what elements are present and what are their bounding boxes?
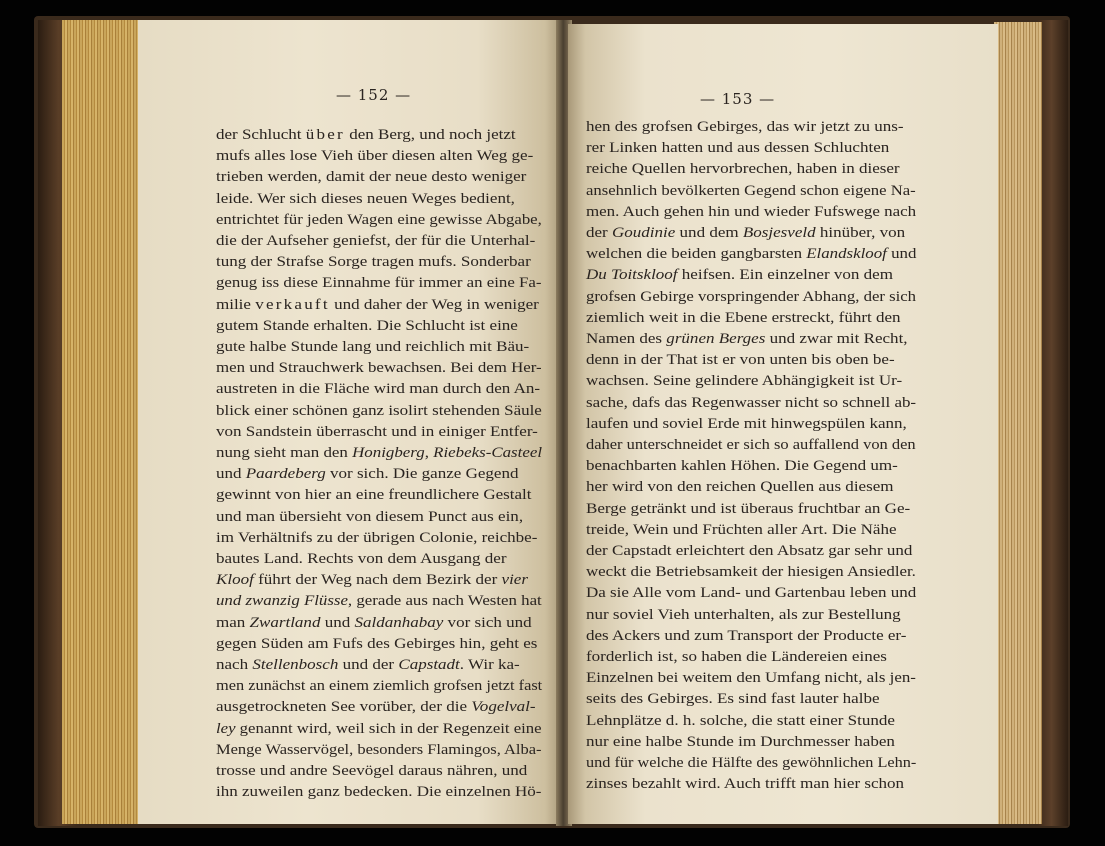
text-run: Capstadt	[398, 656, 460, 673]
text-run: Lehnplätze d. h. solche, die statt einer Stunde	[586, 711, 895, 729]
text-run: gutem Stande erhalten. Die Schlucht ist eine	[216, 316, 518, 334]
text-line	[586, 773, 904, 795]
text-line	[586, 349, 895, 371]
text-run: grofsen Gebirge vorspringender Abhang, der sich	[586, 287, 917, 305]
text-run: treide, Wein und Früchten aller Art. Die Nähe	[586, 520, 897, 538]
text-run: Elandskloof	[806, 245, 887, 263]
text-run: . Wir ka-	[459, 656, 520, 673]
text-line	[586, 370, 902, 392]
text-run: welchen die beiden gangbarsten	[586, 245, 807, 263]
text-run: zinses bezahlt wird. Auch trifft man hier schon	[586, 775, 905, 793]
text-run: blick einer schönen ganz isolirt stehenden Säule	[216, 401, 542, 419]
text-run: reiche Quellen hervorbrechen, haben in dieser	[586, 160, 900, 178]
text-run: rer Linken hatten und aus dessen Schluchten	[586, 139, 890, 157]
text-run: verkauft	[255, 295, 330, 313]
text-run: von Sandstein überrascht und in einiger Entfer-	[216, 422, 538, 440]
text-line	[216, 442, 542, 464]
text-run: entrichtet für jeden Wagen eine gewisse Abgabe,	[216, 210, 542, 228]
text-line	[586, 286, 916, 308]
text-run: des Ackers und zum Transport der Producte er-	[586, 626, 907, 644]
right-page	[568, 24, 998, 824]
text-run: und	[216, 465, 246, 483]
text-run: grünen Berges	[666, 330, 766, 347]
text-run: genug iss diese Einnahme für immer an eine Fa-	[216, 274, 542, 292]
right-page-edges	[994, 22, 1042, 824]
text-run: Goudinie	[611, 224, 676, 241]
text-line	[216, 696, 536, 718]
text-line	[216, 463, 518, 485]
text-run: und daher der Weg in weniger	[329, 295, 539, 313]
text-line	[586, 116, 904, 138]
text-run: und dem	[675, 224, 743, 241]
text-run: hen des grofsen Gebirges, das wir jetzt zu uns-	[586, 118, 904, 135]
text-line	[586, 243, 916, 265]
text-run: austreten in die Fläche wird man durch den An-	[216, 380, 541, 398]
text-line	[216, 336, 529, 358]
text-line	[586, 264, 893, 286]
text-line	[216, 739, 541, 761]
text-line	[586, 604, 901, 626]
text-line	[586, 455, 898, 477]
text-run: nach	[216, 656, 253, 673]
text-run: vier	[501, 571, 528, 589]
text-line	[216, 378, 540, 400]
text-run: Honigberg	[352, 444, 425, 461]
text-run: Stellenbosch	[252, 656, 339, 673]
text-line	[216, 527, 537, 549]
text-run: Einzelnen bei weitem den Umfang nicht, als jen-	[586, 669, 916, 687]
text-run: men und Strauchwerk bewachsen. Bei dem Her-	[216, 359, 542, 377]
text-line	[216, 166, 526, 188]
text-run: forderlich ist, so haben die Ländereien eines	[586, 648, 887, 665]
left-page	[138, 20, 562, 824]
text-run: trieben werden, damit der neue desto weniger	[216, 168, 527, 186]
left-page-edges	[62, 20, 140, 824]
text-run: und zwar mit Recht,	[765, 330, 908, 347]
text-run: gewinnt von hier an eine freundlichere Gestalt	[216, 486, 532, 504]
text-run: men zunächst an einem ziemlich grofsen jetzt fast	[216, 677, 543, 695]
text-run: Riebeks-Casteel	[433, 444, 543, 461]
text-run: gegen Süden am Fufs des Gebirges hin, geht es	[216, 634, 538, 652]
text-line	[216, 124, 516, 146]
text-run: trosse und andre Seevögel daraus nähren, und	[216, 762, 528, 779]
text-run: nur soviel Vieh unterhalten, als zur Bestellung	[586, 605, 901, 623]
text-run: heifsen. Ein einzelner von dem	[677, 266, 893, 284]
text-line	[216, 145, 533, 167]
text-line	[216, 760, 527, 782]
right-cover	[1038, 20, 1068, 826]
text-run: und man übersieht von diesem Punct aus ein,	[216, 507, 524, 525]
text-line	[216, 590, 542, 612]
text-line	[586, 519, 897, 541]
text-run: und der	[338, 656, 399, 673]
text-line	[586, 476, 893, 498]
text-run: tung der Strafse Sorge tragen mufs. Sonderbar	[216, 253, 531, 271]
text-run: daher unterschneidet er sich so auffallend von den	[586, 436, 916, 453]
text-line	[586, 413, 907, 435]
text-line	[216, 315, 518, 337]
text-run: hinüber, von	[815, 224, 906, 241]
text-run: Du Toitskloof	[586, 266, 678, 284]
text-run: Zwartland	[249, 613, 321, 631]
right-page-number: — 153 —	[700, 90, 776, 108]
text-run: der Capstadt erleichtert den Absatz gar sehr und	[586, 542, 913, 559]
text-line	[586, 625, 906, 647]
text-run: vor sich. Die ganze Gegend	[325, 465, 519, 483]
text-line	[216, 357, 542, 379]
text-run: denn in der That ist er von unten bis oben be-	[586, 351, 895, 369]
text-run: sache, dafs das Regenwasser nicht so schnell ab-	[586, 393, 917, 411]
text-line	[586, 710, 895, 732]
text-run: laufen und soviel Erde mit hinwegspülen kann,	[586, 414, 907, 432]
text-line	[216, 506, 523, 528]
text-run: Berge getränkt und ist überaus fruchtbar an Ge-	[586, 499, 911, 517]
text-line	[216, 251, 531, 273]
text-run: Kloof	[216, 571, 254, 589]
text-line	[586, 667, 916, 689]
text-line	[216, 654, 520, 676]
text-line	[216, 548, 507, 570]
text-run: seits des Gebirges. Es sind fast lauter halbe	[586, 690, 880, 708]
text-run: und	[320, 613, 355, 631]
text-run: ,	[424, 444, 434, 461]
text-line	[216, 633, 537, 655]
text-run: der	[586, 224, 612, 241]
text-run: nur eine halbe Stunde im Durchmesser haben	[586, 732, 895, 750]
text-run: ley	[216, 719, 236, 737]
text-run: her wird von den reichen Quellen aus diesem	[586, 478, 894, 496]
text-line	[586, 498, 910, 520]
text-run: ansehnlich bevölkerten Gegend schon eigene Na-	[586, 181, 916, 199]
left-page-number: — 152 —	[336, 86, 412, 104]
text-run: ihn zuweilen ganz bedecken. Die einzelnen Hö-	[216, 783, 542, 801]
text-run: gute halbe Stunde lang und reichlich mit Bäu-	[216, 338, 530, 355]
text-line	[586, 328, 908, 350]
text-line	[586, 688, 880, 710]
text-run: führt der Weg nach dem Bezirk der	[253, 571, 502, 589]
text-run: über	[305, 126, 345, 143]
text-run: Da sie Alle vom Land- und Gartenbau leben und	[586, 584, 917, 602]
text-run: Namen des	[586, 330, 667, 347]
text-line	[586, 731, 895, 753]
text-run: der Schlucht	[216, 126, 306, 143]
text-run: die der Aufseher geniefst, der für die Unterhal-	[216, 232, 536, 249]
text-run: den Berg, und noch jetzt	[344, 126, 516, 143]
text-run: nung sieht man den	[216, 444, 353, 461]
text-line	[216, 294, 539, 316]
text-run: ausgetrockneten See vorüber, der die	[216, 698, 472, 716]
text-line	[216, 484, 532, 506]
text-line	[586, 222, 905, 244]
text-line	[216, 230, 535, 252]
text-line	[216, 209, 542, 231]
text-line	[586, 434, 916, 456]
text-run: mufs alles lose Vieh über diesen alten Weg ge-	[216, 147, 534, 165]
text-line	[216, 781, 541, 803]
text-line	[216, 400, 542, 422]
text-line	[216, 421, 538, 443]
text-run: Bosjesveld	[742, 224, 816, 241]
text-run: man	[216, 613, 250, 631]
text-run: vor sich und	[443, 613, 532, 631]
text-line	[586, 137, 889, 159]
text-line	[586, 307, 901, 329]
text-run: Paardeberg	[245, 465, 326, 483]
text-line	[586, 180, 916, 202]
text-run: weckt die Betriebsamkeit der hiesigen Ansiedler.	[586, 563, 916, 581]
text-run: im Verhältnifs zu der übrigen Colonie, reichbe-	[216, 528, 538, 546]
text-run: wachsen. Seine gelindere Abhängigkeit ist Ur-	[586, 372, 903, 390]
text-run: Saldanhabay	[354, 613, 444, 631]
text-line	[586, 158, 900, 180]
text-run: genannt wird, weil sich in der Regenzeit eine	[235, 719, 542, 737]
text-run: leide. Wer sich dieses neuen Weges bedient,	[216, 189, 515, 207]
text-run: Vogelval-	[471, 698, 536, 716]
text-line	[216, 569, 528, 591]
text-run: bautes Land. Rechts von dem Ausgang der	[216, 550, 507, 567]
text-run: und	[886, 245, 917, 263]
text-run: ziemlich weit in die Ebene erstreckt, führt den	[586, 308, 901, 326]
text-line	[216, 718, 542, 740]
text-run: und zwanzig Flüsse	[216, 592, 348, 610]
text-line	[586, 540, 912, 562]
text-line	[586, 582, 916, 604]
text-line	[586, 646, 887, 668]
text-run: und für welche die Hälfte des gewöhnlichen Lehn-	[586, 754, 917, 771]
text-line	[216, 612, 532, 634]
text-run: , gerade aus nach Westen hat	[347, 592, 542, 610]
text-run: Menge Wasservögel, besonders Flamingos, Alba-	[216, 740, 542, 758]
text-run: men. Auch gehen hin und wieder Fufswege nach	[586, 202, 917, 220]
text-line	[216, 675, 542, 697]
text-run: benachbarten kahlen Höhen. Die Gegend um-	[586, 457, 898, 475]
text-line	[216, 188, 515, 210]
text-line	[216, 272, 541, 294]
text-line	[586, 201, 916, 223]
text-line	[586, 392, 916, 414]
text-line	[586, 752, 916, 774]
text-line	[586, 561, 916, 583]
text-run: milie	[216, 295, 256, 313]
